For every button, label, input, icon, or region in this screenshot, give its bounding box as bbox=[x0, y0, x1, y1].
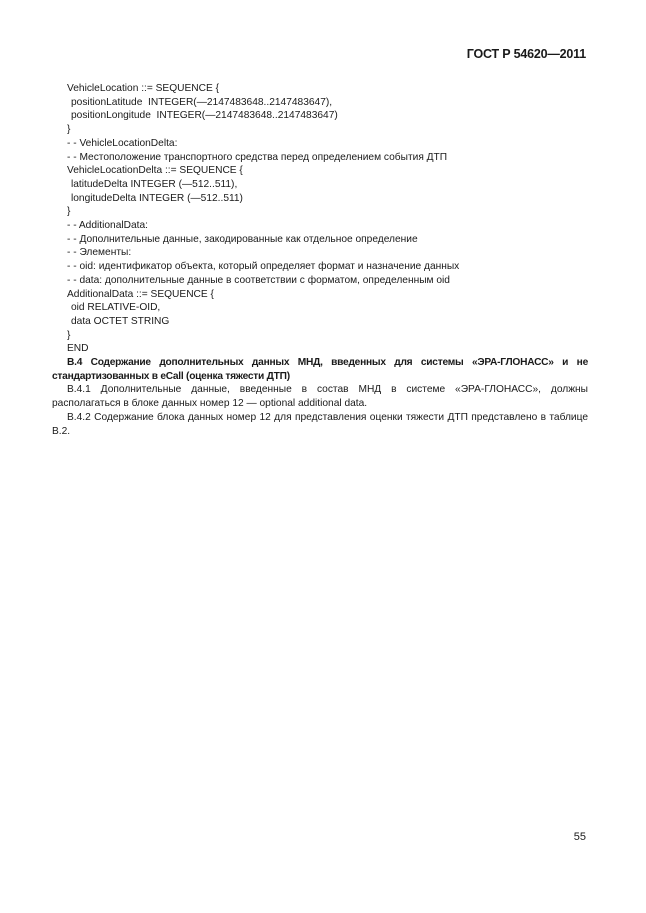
code-line: positionLongitude INTEGER(—2147483648..2147483647) bbox=[71, 110, 338, 122]
code-line: } bbox=[67, 124, 71, 136]
code-line: VehicleLocation ::= SEQUENCE { bbox=[67, 83, 220, 94]
code-comment: - - data: дополнительные данные в соответствии с форматом, определенным oid bbox=[67, 274, 450, 286]
code-line: data OCTET STRING bbox=[71, 315, 170, 327]
code-line: oid RELATIVE-OID, bbox=[71, 302, 161, 314]
code-line: longitudeDelta INTEGER (—512..511) bbox=[71, 192, 243, 204]
code-line: } bbox=[67, 206, 71, 218]
code-line: latitudeDelta INTEGER (—512..511), bbox=[71, 178, 238, 190]
paragraph: B.4.2 Содержание блока данных номер 12 для представления оценки тяжести ДТП представлено в таблице B.2. bbox=[52, 411, 588, 437]
page-content bbox=[52, 82, 588, 438]
code-comment: - - Дополнительные данные, закодированные как отдельное определение bbox=[67, 233, 418, 245]
code-comment: - - Местоположение транспортного средства перед определением события ДТП bbox=[67, 151, 448, 163]
section-heading: B.4 Содержание дополнительных данных МНД, введенных для системы «ЭРА-ГЛОНАСС» и не стандартизованных в eCall (оценка тяжести ДТП) bbox=[52, 357, 588, 382]
code-comment: - - oid: идентификатор объекта, который определяет формат и назначение данных bbox=[67, 261, 460, 273]
code-line: END bbox=[67, 343, 89, 355]
code-comment: - - VehicleLocationDelta: bbox=[67, 137, 178, 149]
code-line: positionLatitude INTEGER(—2147483648..2147483647), bbox=[71, 96, 333, 108]
paragraph: B.4.1 Дополнительные данные, введенные в состав МНД в системе «ЭРА-ГЛОНАСС», должны располагаться в блоке данных номер 12 — optional additional data. bbox=[52, 384, 588, 410]
document-standard-id: ГОСТ Р 54620—2011 bbox=[466, 47, 586, 61]
page-number: 55 bbox=[573, 831, 586, 843]
code-line: } bbox=[67, 329, 71, 341]
asn1-code-block bbox=[52, 82, 588, 356]
code-comment: - - Элементы: bbox=[67, 247, 132, 259]
code-comment: - - AdditionalData: bbox=[67, 220, 148, 232]
code-line: AdditionalData ::= SEQUENCE { bbox=[67, 288, 214, 300]
code-line: VehicleLocationDelta ::= SEQUENCE { bbox=[67, 165, 243, 177]
